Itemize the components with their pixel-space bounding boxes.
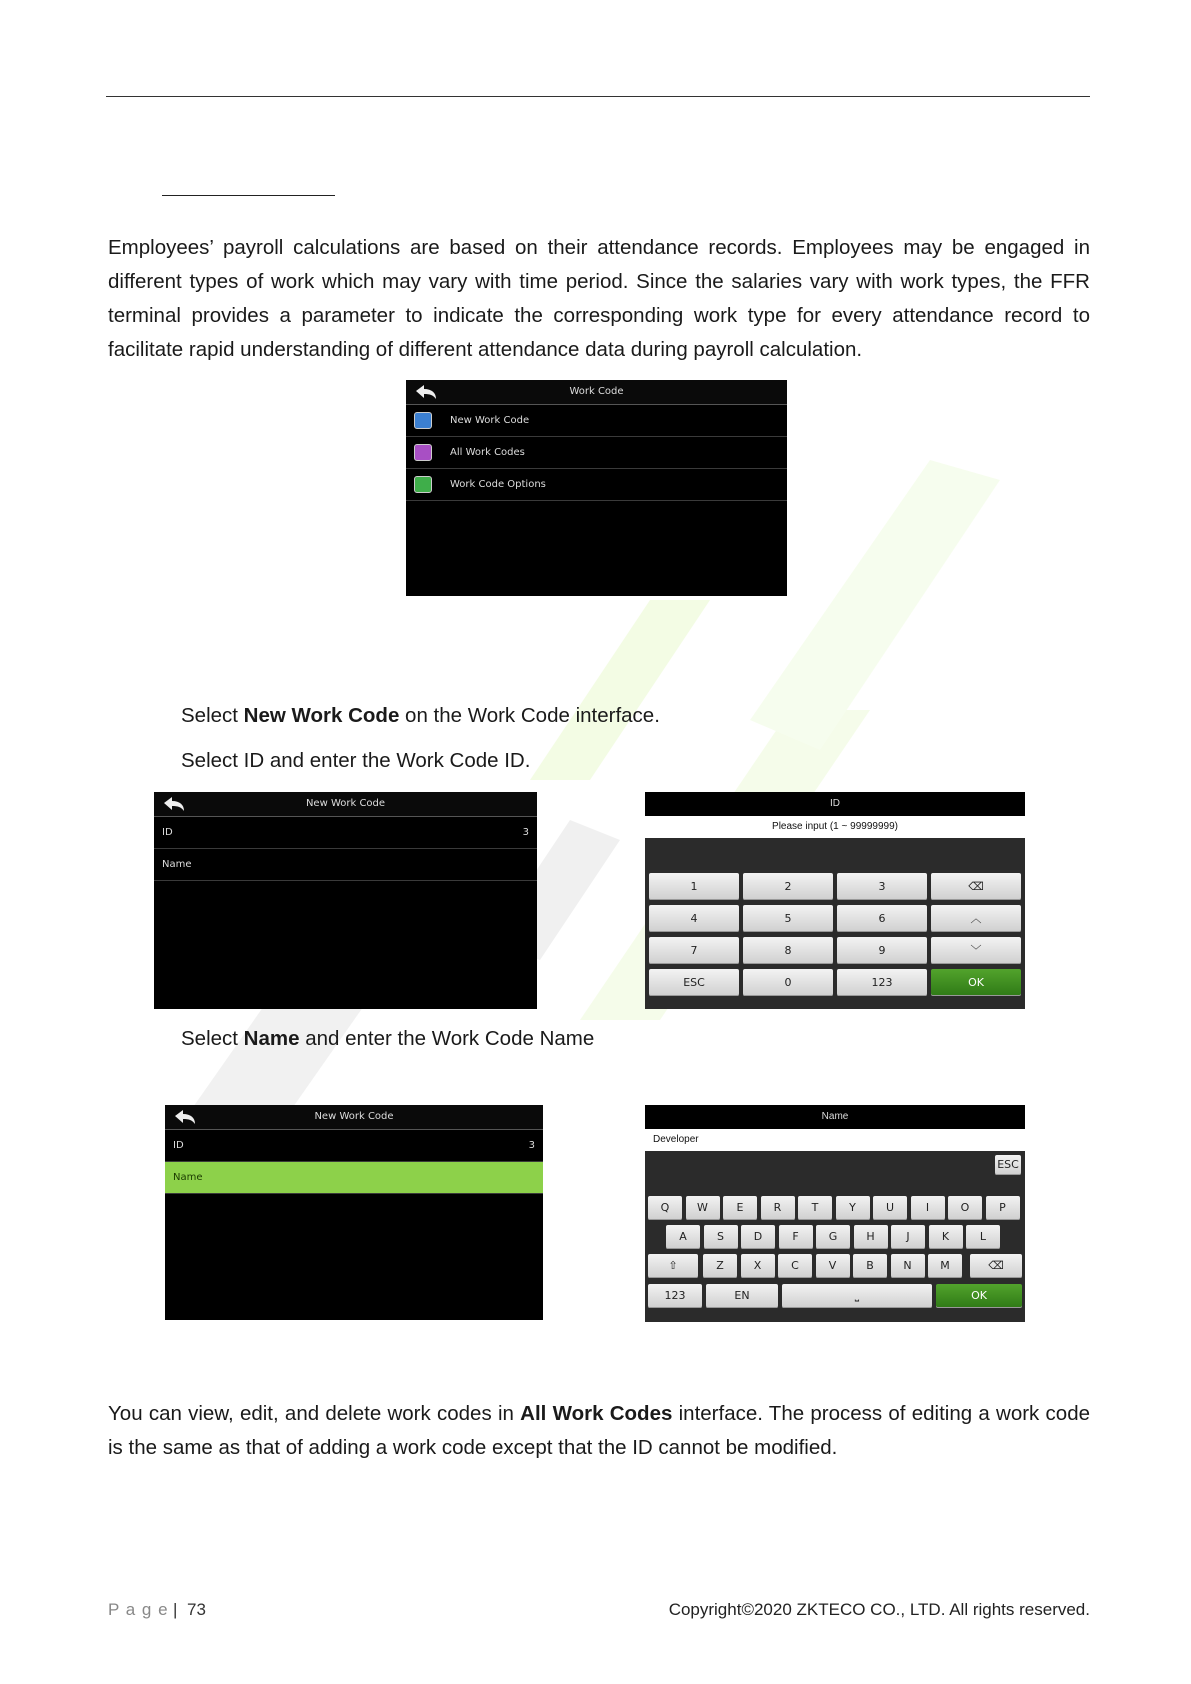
key-q[interactable]: Q	[648, 1196, 682, 1220]
key-7[interactable]: 7	[649, 937, 739, 964]
up-key[interactable]	[931, 905, 1021, 932]
id-keypad-screen	[645, 792, 1025, 1009]
key-p[interactable]: P	[986, 1196, 1020, 1220]
menu-item-label: New Work Code	[450, 415, 530, 426]
new-work-code-name-screen	[165, 1105, 543, 1320]
menu-item-all-work-codes[interactable]	[406, 437, 787, 469]
back-arrow-icon[interactable]	[173, 1108, 197, 1126]
key-o[interactable]: O	[948, 1196, 982, 1220]
id-label: ID	[162, 827, 173, 838]
key-k[interactable]: K	[929, 1225, 963, 1249]
key-m[interactable]: M	[928, 1254, 962, 1278]
key-g[interactable]: G	[816, 1225, 850, 1249]
key-l[interactable]: L	[966, 1225, 1000, 1249]
key-f[interactable]: F	[779, 1225, 813, 1249]
key-n[interactable]: N	[891, 1254, 925, 1278]
back-arrow-icon[interactable]	[414, 383, 438, 401]
id-value: 3	[528, 1140, 535, 1151]
key-2[interactable]: 2	[743, 873, 833, 900]
menu-item-label: All Work Codes	[450, 447, 525, 458]
key-u[interactable]: U	[873, 1196, 907, 1220]
name-label: Name	[162, 859, 192, 870]
copyright: Copyright©2020 ZKTECO CO., LTD. All rights reserved.	[668, 1600, 1090, 1619]
key-v[interactable]: V	[816, 1254, 850, 1278]
name-keyboard-title: Name	[645, 1105, 1025, 1129]
new-work-code-icon	[414, 412, 432, 429]
esc-key[interactable]: ESC	[995, 1155, 1021, 1175]
key-6[interactable]: 6	[837, 905, 927, 932]
key-ok[interactable]: OK	[931, 969, 1021, 996]
shift-key[interactable]	[648, 1254, 698, 1278]
key-1[interactable]: 1	[649, 873, 739, 900]
menu-header	[406, 380, 787, 405]
work-code-options-icon	[414, 476, 432, 493]
backspace-key[interactable]	[970, 1254, 1022, 1278]
back-arrow-icon[interactable]	[162, 795, 186, 813]
section-rule	[162, 195, 335, 196]
key-j[interactable]: J	[891, 1225, 925, 1249]
key-8[interactable]: 8	[743, 937, 833, 964]
menu-item-work-code-options[interactable]	[406, 469, 787, 501]
page-label: P a g e	[108, 1600, 169, 1619]
menu-item-label: Work Code Options	[450, 479, 546, 490]
step-select-id: Select ID and enter the Work Code ID.	[181, 749, 531, 772]
step-select-new-work-code: Select New Work Code on the Work Code interface.	[181, 704, 660, 727]
id-row[interactable]	[154, 817, 537, 849]
name-row-selected[interactable]	[165, 1162, 543, 1194]
id-label: ID	[173, 1140, 184, 1151]
backspace-icon: ⌫	[988, 1259, 1004, 1272]
numeric-keypad	[645, 838, 1025, 1009]
key-s[interactable]: S	[704, 1225, 738, 1249]
page-number: 73	[187, 1600, 206, 1619]
key-t[interactable]: T	[798, 1196, 832, 1220]
chevron-down-icon: ﹀	[970, 944, 982, 957]
key-e[interactable]: E	[723, 1196, 757, 1220]
language-key[interactable]: EN	[706, 1284, 778, 1308]
key-z[interactable]: Z	[703, 1254, 737, 1278]
key-3[interactable]: 3	[837, 873, 927, 900]
name-row[interactable]	[154, 849, 537, 881]
key-0[interactable]: 0	[743, 969, 833, 996]
key-i[interactable]: I	[911, 1196, 945, 1220]
id-input-field[interactable]: Please input (1 ~ 99999999)	[645, 816, 1025, 838]
key-r[interactable]: R	[761, 1196, 795, 1220]
key-5[interactable]: 5	[743, 905, 833, 932]
new-work-code-title: New Work Code	[305, 798, 386, 809]
key-h[interactable]: H	[854, 1225, 888, 1249]
down-key[interactable]	[931, 937, 1021, 964]
menu-title: Work Code	[569, 386, 624, 397]
ok-key[interactable]: OK	[936, 1284, 1022, 1308]
key-d[interactable]: D	[741, 1225, 775, 1249]
menu-item-new-work-code[interactable]	[406, 405, 787, 437]
key-y[interactable]: Y	[836, 1196, 870, 1220]
shift-icon: ⇧	[668, 1259, 678, 1272]
name-keyboard-screen	[645, 1105, 1025, 1322]
intro-paragraph: Employees’ payroll calculations are based on their attendance records. Employees may be engaged in different types of work which may vary with time period. Since the salaries vary with work types, the FFR terminal provides a parameter to indicate the corresponding work type for every attendance record to facilitate rapid understanding of different attendance data during payroll calculation.	[108, 236, 1090, 361]
step-select-name: Select Name and enter the Work Code Name	[181, 1027, 595, 1050]
chevron-up-icon: ︿	[970, 912, 982, 925]
page-separator: |	[173, 1600, 178, 1619]
header-rule	[106, 96, 1090, 97]
numeric-mode-key[interactable]: 123	[648, 1284, 702, 1308]
new-work-code-screen	[154, 792, 537, 1009]
new-work-code-header	[165, 1105, 543, 1130]
new-work-code-header	[154, 792, 537, 817]
backspace-icon: ⌫	[968, 880, 984, 893]
key-123[interactable]: 123	[837, 969, 927, 996]
id-keypad-title: ID	[645, 792, 1025, 816]
outro-paragraph: You can view, edit, and delete work codes in All Work Codes interface. The process of editing a work code is the same as that of adding a work code except that the ID cannot be modified.	[108, 1402, 1091, 1459]
key-c[interactable]: C	[778, 1254, 812, 1278]
key-esc[interactable]: ESC	[649, 969, 739, 996]
name-input-field[interactable]: Developer	[645, 1129, 1025, 1151]
key-w[interactable]: W	[686, 1196, 720, 1220]
all-work-codes-icon	[414, 444, 432, 461]
id-value: 3	[522, 827, 529, 838]
space-bar-icon: ⎵	[854, 1289, 860, 1302]
new-work-code-title: New Work Code	[314, 1111, 394, 1122]
backspace-key[interactable]	[931, 873, 1021, 900]
key-a[interactable]: A	[666, 1225, 700, 1249]
key-9[interactable]: 9	[837, 937, 927, 964]
qwerty-keyboard	[645, 1151, 1025, 1322]
space-key[interactable]	[782, 1284, 932, 1308]
name-label: Name	[173, 1172, 203, 1183]
key-x[interactable]: X	[741, 1254, 775, 1278]
key-b[interactable]: B	[853, 1254, 887, 1278]
work-code-menu-screen	[406, 380, 787, 596]
id-row[interactable]	[165, 1130, 543, 1162]
key-4[interactable]: 4	[649, 905, 739, 932]
